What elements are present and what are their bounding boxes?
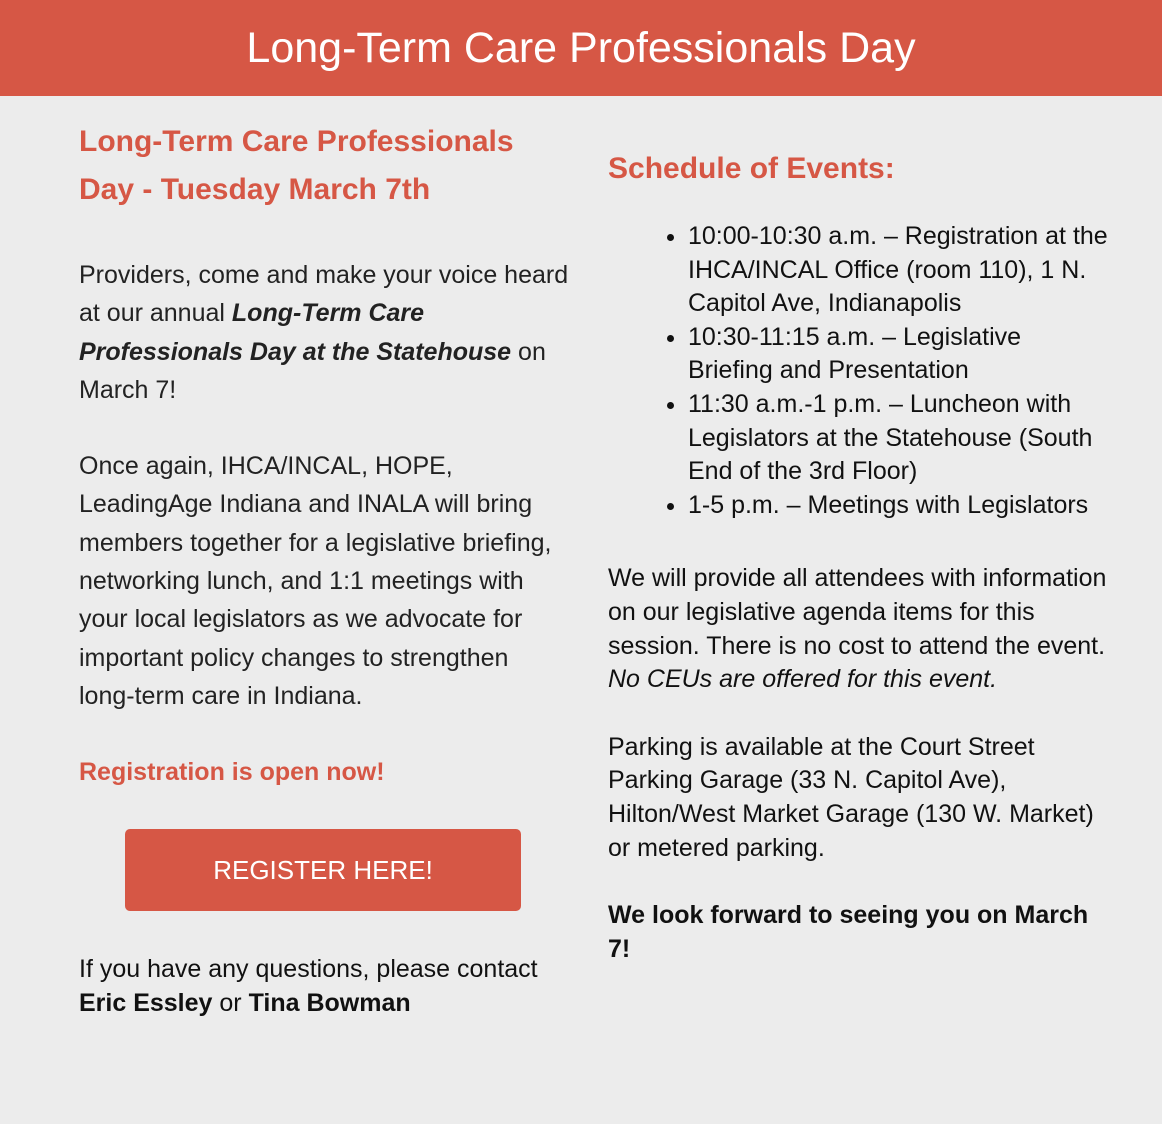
info-paragraph: [608, 562, 1108, 696]
contact-paragraph: [79, 953, 569, 1020]
right-column: [608, 150, 1108, 966]
header-banner: [0, 0, 1162, 96]
description-paragraph: Once again, IHCA/INCAL, HOPE, LeadingAge Indiana and INALA will bring members together for a legislative briefing, networking lunch, and 1:1 meetings with your local legislators as we advocate for important policy changes to strengthen long-term care in Indiana.: [79, 452, 552, 710]
schedule-list: [608, 220, 1108, 522]
page-title: Long-Term Care Professionals Day: [246, 24, 916, 72]
left-column: [79, 118, 569, 1021]
info-text: We will provide all attendees with information on our legislative agenda items for this session. There is no cost to attend the event.: [608, 564, 1107, 660]
intro-paragraph: [79, 256, 569, 409]
registration-notice: Registration is open now!: [79, 758, 385, 787]
schedule-item-luncheon: • 11:30 a.m.-1 p.m. – Luncheon with Legislators at the Statehouse (South End of the 3rd Floor): [688, 388, 1108, 489]
ceu-note: No CEUs are offered for this event.: [608, 665, 998, 694]
schedule-item-briefing: • 10:30-11:15 a.m. – Legislative Briefing and Presentation: [688, 321, 1108, 388]
schedule-heading: Schedule of Events:: [608, 152, 895, 185]
contact-name-tina: Tina Bowman: [248, 988, 411, 1017]
contact-text: If you have any questions, please contact: [79, 955, 538, 984]
register-button[interactable]: REGISTER HERE!: [125, 829, 521, 911]
event-name-emphasis: Long-Term Care Professionals Day at the Statehouse: [79, 299, 512, 366]
contact-name-eric: Eric Essley: [79, 988, 213, 1017]
event-heading: Long-Term Care Professionals Day - Tuesday March 7th: [79, 125, 514, 206]
schedule-item-registration: • 10:00-10:30 a.m. – Registration at the IHCA/INCAL Office (room 110), 1 N. Capitol Ave, Indianapolis: [688, 220, 1108, 321]
intro-text: Providers, come and make your voice heard at our annual: [79, 261, 569, 328]
closing-paragraph: We look forward to seeing you on March 7!: [608, 901, 1089, 963]
schedule-item-meetings: • 1-5 p.m. – Meetings with Legislators: [688, 489, 1108, 523]
contact-joiner: or: [212, 988, 249, 1017]
intro-date-text: on March 7!: [79, 337, 546, 404]
parking-paragraph: Parking is available at the Court Street Parking Garage (33 N. Capitol Ave), Hilton/West Market Garage (130 W. Market) or metered parking.: [608, 732, 1094, 862]
